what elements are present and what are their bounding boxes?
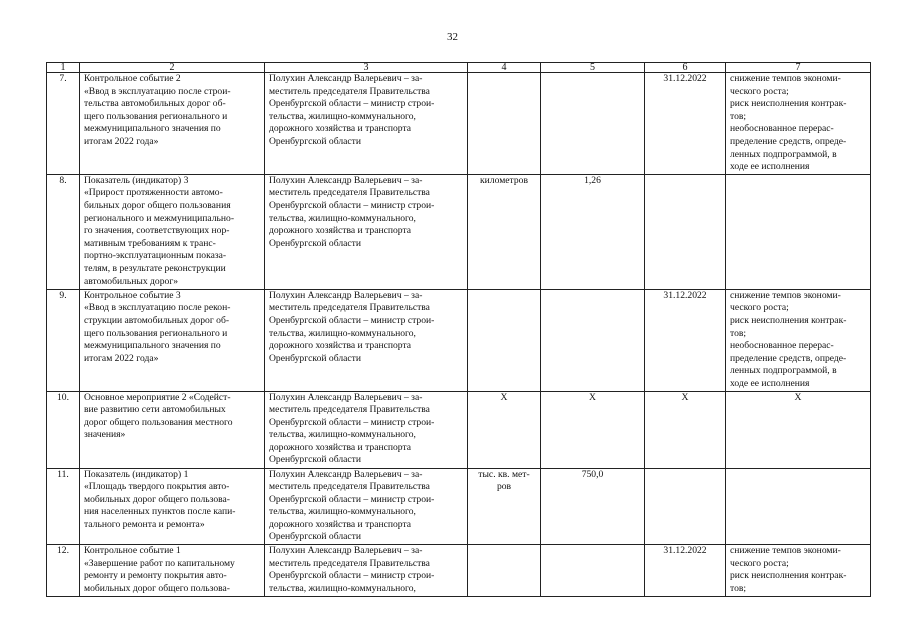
row-name: Показатель (индикатор) 1 «Площадь твердого покрытия авто- мобильных дорог общего пользова- ния населенных пунктов после капи- тального ремонта и ремонта» [80,468,265,545]
row-risks: снижение темпов экономи- ческого роста; риск неисполнения контрак- тов; необоснованное перерас- пределение средств, опреде- ленных подпрограммой, в ходе ее исполнения [726,73,871,175]
table-row [47,468,871,545]
table-row [47,289,871,391]
row-name: Контрольное событие 3 «Ввод в эксплуатацию после рекон- струкции автомобильных дорог об- щего пользования регионального и межмуниципального значения по итогам 2022 года» [80,289,265,391]
row-number: 11. [47,468,80,545]
row-responsible: Полухин Александр Валерьевич – за- меститель председателя Правительства Оренбургской области – министр строи- тельства, жилищно-коммунального, дорожного хозяйства и транспорта Оренбургской области [265,468,468,545]
row-risks [726,174,871,289]
row-name: Основное мероприятие 2 «Содейст- вие развитию сети автомобильных дорог общего пользования местного значения» [80,391,265,468]
row-date: 31.12.2022 [645,545,726,597]
header-cell: 7 [726,63,871,73]
row-date: 31.12.2022 [645,289,726,391]
row-responsible: Полухин Александр Валерьевич – за- меститель председателя Правительства Оренбургской области – министр строи- тельства, жилищно-коммунального, дорожного хозяйства и транспорта Оренбургской области [265,391,468,468]
plan-table [46,62,871,597]
row-number: 12. [47,545,80,597]
row-value [541,289,645,391]
row-risks [726,468,871,545]
row-value [541,545,645,597]
header-cell: 2 [80,63,265,73]
row-responsible: Полухин Александр Валерьевич – за- меститель председателя Правительства Оренбургской области – министр строи- тельства, жилищно-коммунального, [265,545,468,597]
row-risks: Х [726,391,871,468]
row-date: Х [645,391,726,468]
row-unit: Х [468,391,541,468]
row-date [645,174,726,289]
row-name: Контрольное событие 2 «Ввод в эксплуатацию после строи- тельства автомобильных дорог об- щего пользования регионального и межмуниципального значения по итогам 2022 года» [80,73,265,175]
header-cell: 3 [265,63,468,73]
row-unit [468,73,541,175]
row-value: 750,0 [541,468,645,545]
row-date [645,468,726,545]
row-unit [468,545,541,597]
row-number: 7. [47,73,80,175]
row-responsible: Полухин Александр Валерьевич – за- меститель председателя Правительства Оренбургской области – министр строи- тельства, жилищно-коммунального, дорожного хозяйства и транспорта Оренбургской области [265,289,468,391]
row-value: Х [541,391,645,468]
row-unit: тыс. кв. мет- ров [468,468,541,545]
header-cell: 5 [541,63,645,73]
table-row [47,73,871,175]
table-row [47,174,871,289]
table-row [47,545,871,597]
row-name: Контрольное событие 1 «Завершение работ по капитальному ремонту и ремонту покрытия авто- мобильных дорог общего пользова- [80,545,265,597]
row-risks: снижение темпов экономи- ческого роста; риск неисполнения контрак- тов; необоснованное перерас- пределение средств, опреде- ленных подпрограммой, в ходе ее исполнения [726,289,871,391]
header-cell: 6 [645,63,726,73]
row-number: 9. [47,289,80,391]
row-risks: снижение темпов экономи- ческого роста; риск неисполнения контрак- тов; [726,545,871,597]
row-responsible: Полухин Александр Валерьевич – за- меститель председателя Правительства Оренбургской области – министр строи- тельства, жилищно-коммунального, дорожного хозяйства и транспорта Оренбургской области [265,174,468,289]
row-value [541,73,645,175]
header-cell: 4 [468,63,541,73]
row-date: 31.12.2022 [645,73,726,175]
row-responsible: Полухин Александр Валерьевич – за- меститель председателя Правительства Оренбургской области – министр строи- тельства, жилищно-коммунального, дорожного хозяйства и транспорта Оренбургской области [265,73,468,175]
row-unit [468,289,541,391]
row-number: 10. [47,391,80,468]
header-cell: 1 [47,63,80,73]
row-unit: километров [468,174,541,289]
header-row [47,63,871,73]
page-number: 32 [447,31,458,43]
row-name: Показатель (индикатор) 3 «Прирост протяженности автомо- бильных дорог общего пользования регионального и межмуниципально- го значения, соответствующих нор- мативным требованиям к транс- портно-эксплуатационным показа- телям, в результате реконструкции автомобильных дорог» [80,174,265,289]
row-value: 1,26 [541,174,645,289]
row-number: 8. [47,174,80,289]
table-row [47,391,871,468]
